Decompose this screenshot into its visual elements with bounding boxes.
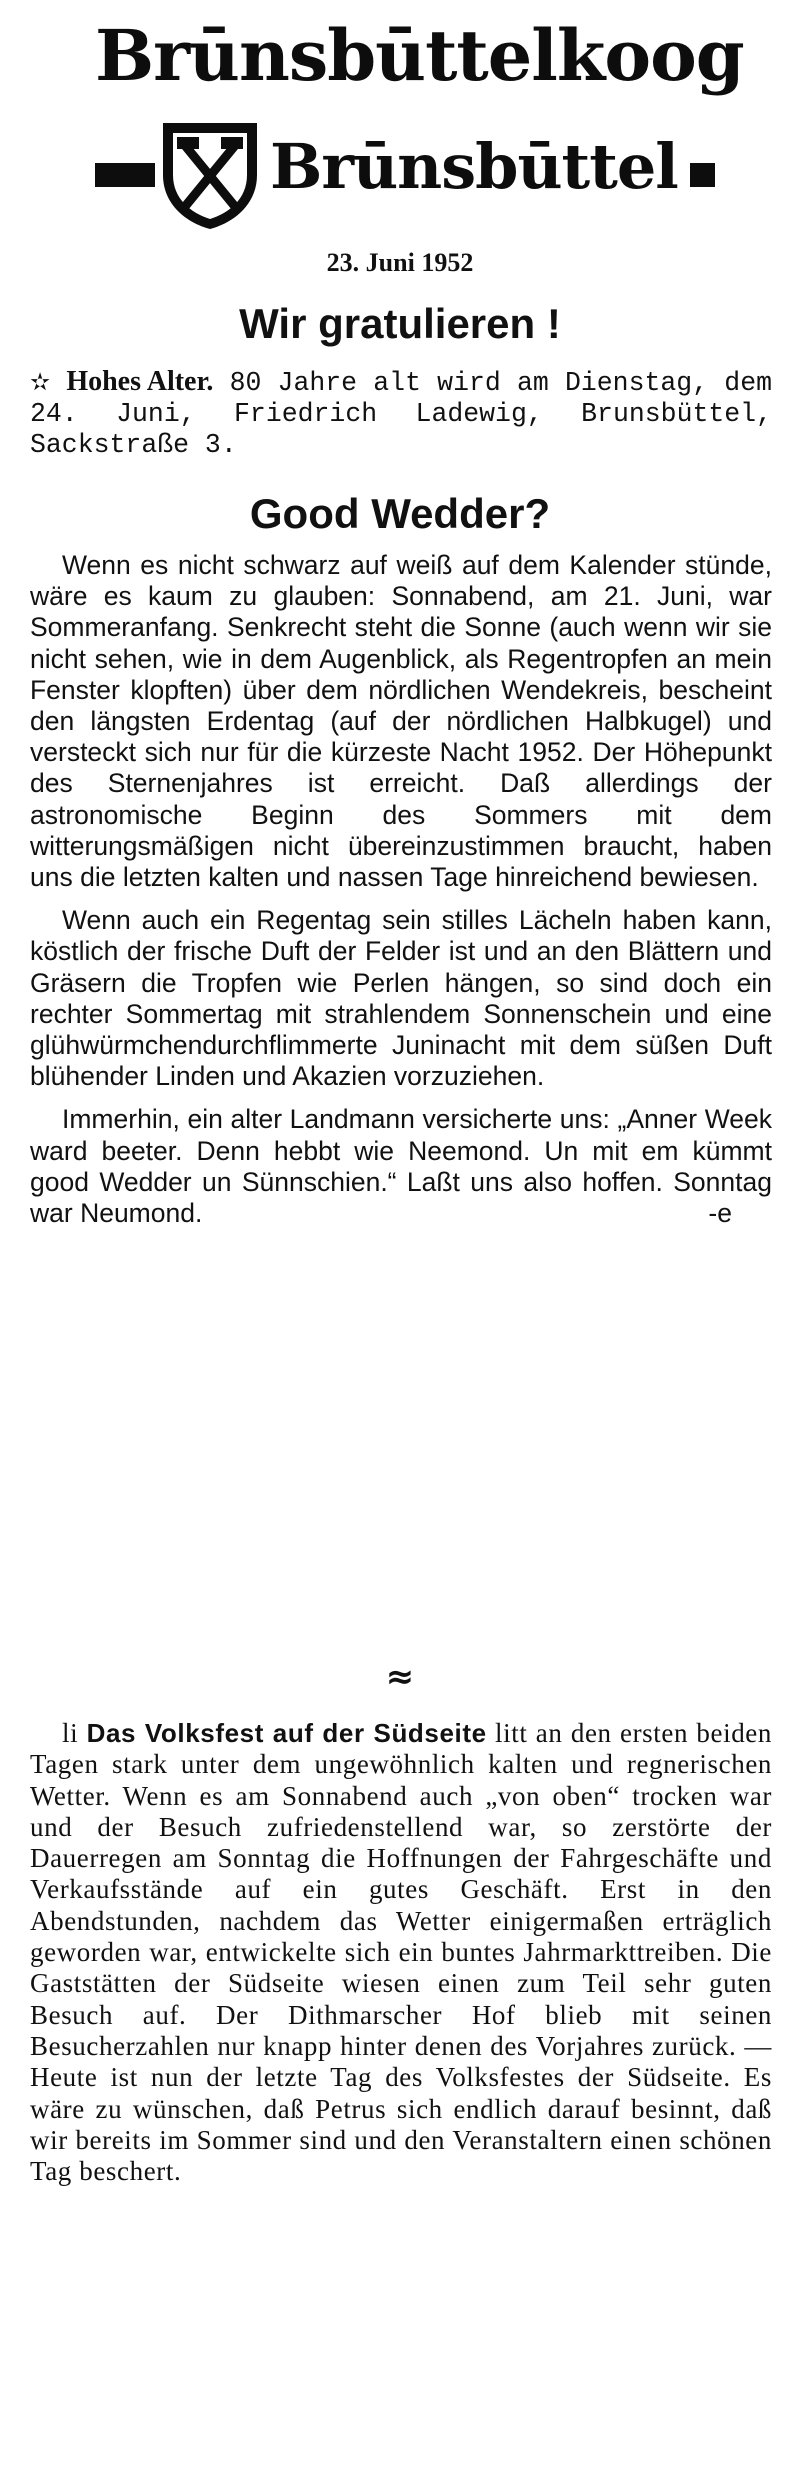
article-birthday-lead: Hohes Alter.: [66, 366, 214, 397]
article-volksfest-lead: Das Volksfest auf der Südseite: [86, 1718, 487, 1748]
masthead-bar-left: [95, 163, 155, 187]
article-weather-paragraph-2: Wenn auch ein Regentag sein stilles Lächeln haben kann, köstlich der frische Duft der Felder ist und an den Blättern und Gräsern die Tropfen wie Perlen hängen, so sind doch ein rechter Sommertag mit strahlendem Sonnenschein und eine glühwürmchendurchflimmerte Juninacht mit dem süßen Duft blühender Linden und Akazien vorzuziehen.: [30, 905, 772, 1092]
article-birthday: [30, 366, 772, 461]
author-signature: -e: [708, 1198, 732, 1229]
article-volksfest: [30, 1718, 772, 2187]
masthead-bar-right: [690, 163, 715, 187]
article-weather-paragraph-3-text: Immerhin, ein alter Landmann versicherte uns: „Anner Week ward beeter. Denn hebbt wie Neemond. Un mit em kümmt good Wedder un Sünnschien.“ Laßt uns also hoffen. Sonntag war Neumond.: [30, 1104, 772, 1229]
article-weather-paragraph-3: [30, 1104, 772, 1229]
article-volksfest-text: litt an den ersten beiden Tagen stark unter dem ungewöhnlich kalten und regnerischen Wetter. Wenn es am Sonnabend auch „von oben“ trocken war und der Besuch zufriedenstellend war, so zerstörte der Dauerregen am Sonntag die Hoffnungen der Fahrgeschäfte und Verkaufsstände auf ein gutes Geschäft. Erst in den Abendstunden, nachdem das Wetter einigermaßen erträglich geworden war, entwickelte sich ein buntes Jahrmarkttreiben. Die Gaststätten der Südseite wiesen einen zum Teil sehr guten Besuch auf. Der Dithmarscher Hof blieb mit seinen Besucherzahlen nur knapp hinter denen des Vorjahres zurück. — Heute ist nun der letzte Tag des Volksfestes der Südseite. Es wäre zu wünschen, daß Petrus sich endlich darauf besinnt, daß wir bereits im Sommer sind und den Veranstaltern einen schönen Tag beschert.: [30, 1718, 772, 2187]
masthead: [95, 8, 744, 238]
star-icon: ✫: [30, 368, 51, 396]
article-weather-paragraph-1: Wenn es nicht schwarz auf weiß auf dem Kalender stünde, wäre es kaum zu glauben: Sonnabend, am 21. Juni, war Sommeranfang. Senkrecht steht die Sonne (auch wenn wir sie nicht sehen, wie in dem Augenblick, als Regentropfen an mein Fenster klopften) über dem nördlichen Wendekreis, bescheint den längsten Erdentag (auf der nördlichen Halbkugel) und versteckt sich nur für die kürzeste Nacht 1952. Der Höhepunkt des Sternenjahres ist erreicht. Daß allerdings der astronomische Beginn des Sommers mit dem witterungsmäßigen nicht übereinzustimmen braucht, haben uns die letzten kalten und nassen Tage hinreichend bewiesen.: [30, 550, 772, 893]
section-divider: ≈: [385, 1657, 415, 1697]
masthead-title: Brūnsbūttelkoog: [95, 14, 744, 97]
masthead-row: [95, 113, 715, 233]
article-weather: [30, 550, 772, 1229]
masthead-subtitle: Brūnsbūttel: [270, 130, 678, 203]
article-volksfest-prefix: li: [62, 1718, 79, 1748]
coat-of-arms-icon: [155, 113, 265, 233]
issue-date: 23. Juni 1952: [326, 248, 474, 277]
headline-weather: Good Wedder?: [249, 490, 551, 537]
headline-gratulation: Wir gratulieren !: [239, 300, 561, 347]
article-birthday-text: 80 Jahre alt wird am Dienstag, dem 24. Juni, Friedrich Ladewig, Brunsbüttel, Sackstraße 3.: [30, 368, 773, 460]
